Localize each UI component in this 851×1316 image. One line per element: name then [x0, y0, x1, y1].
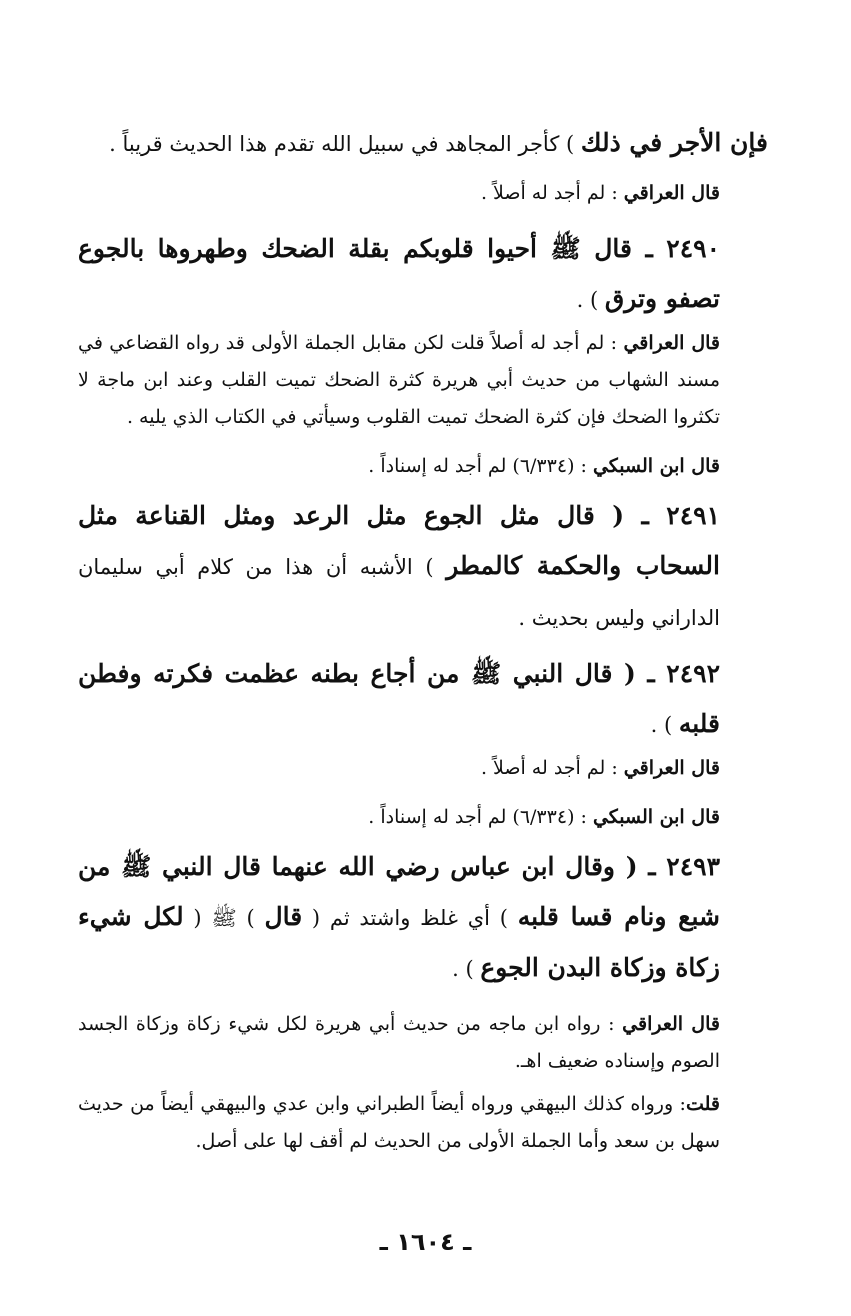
hadith-2492-head: ٢٤٩٢ ـ ( قال النبي ﷺ من أجاع بطنه عظمت فكرته وفطن قلبه — [78, 659, 720, 738]
iraqi-note-2493 — [78, 1006, 768, 1080]
hadith-2493-part3: قال — [264, 902, 303, 931]
hadith-2491-rest: ) الأشبه أن هذا من كلام أبي سليمان الداراني وليس بحديث . — [78, 555, 720, 630]
hadith-2493-part2: ) أي غلظ واشتد ثم ( — [302, 906, 518, 930]
hadith-2490-head: ٢٤٩٠ ـ قال ﷺ أحيوا قلوبكم بقلة الضحك وطهروها بالجوع تصفو وترق — [78, 234, 720, 313]
note-lead: قال ابن السبكي — [592, 806, 720, 828]
note-lead: قال العراقي — [623, 757, 720, 779]
iraqi-note-2492 — [78, 750, 768, 787]
qult-note-2493 — [78, 1086, 768, 1160]
hadith-2493-part5: لكل شيء زكاة وزكاة البدن الجوع — [78, 902, 720, 982]
note-lead: قلت — [685, 1093, 720, 1115]
note-lead: قال العراقي — [623, 182, 720, 204]
note-text: : (٦/٣٣٤) لم أجد له إسناداً . — [368, 455, 593, 477]
note-lead: قال ابن السبكي — [592, 455, 720, 477]
subki-note-2490 — [78, 448, 768, 485]
iraqi-note-2490 — [78, 325, 768, 436]
hadith-2490 — [78, 224, 768, 325]
hadith-2492 — [78, 649, 768, 750]
hadith-2493-part1: ٢٤٩٣ ـ ( وقال ابن عباس رضي الله عنهما قال النبي ﷺ من شبع ونام قسا قلبه — [78, 852, 720, 931]
note-text: : (٦/٣٣٤) لم أجد له إسناداً . — [368, 806, 593, 828]
note-text: : لم أجد له أصلاً . — [480, 757, 624, 779]
hadith-2490-tail: ) . — [576, 288, 605, 312]
hadith-2493-part6: ) . — [452, 957, 481, 981]
note-lead: قال العراقي — [622, 1013, 720, 1035]
page-body — [78, 118, 768, 1160]
note-text: : ورواه كذلك البيهقي ورواه أيضاً الطبراني وابن عدي والبيهقي أيضاً من حديث سهل بن سعد وأما الجملة الأولى من الحديث لم أقف لها على أصل. — [78, 1093, 720, 1152]
intro-line — [78, 118, 768, 169]
hadith-2493-part4: ) ﷺ ( — [183, 906, 265, 930]
hadith-2491-head: ٢٤٩١ ـ ( قال مثل الجوع مثل الرعد ومثل القناعة مثل السحاب والحكمة كالمطر — [78, 501, 720, 580]
hadith-2491 — [78, 491, 768, 643]
iraqi-note-2489 — [78, 175, 768, 212]
page-number: ـ ١٦٠٤ ـ — [379, 1228, 472, 1256]
hadith-2493 — [78, 842, 768, 994]
intro-rest: ) كأجر المجاهد في سبيل الله تقدم هذا الحديث قريباً . — [109, 132, 581, 156]
note-text: : لم أجد له أصلاً قلت لكن مقابل الجملة الأولى قد رواه القضاعي في مسند الشهاب من حديث أبي هريرة كثرة الضحك تميت القلب وعند ابن ماجة لا تكثروا الضحك فإن كثرة الضحك تميت القلوب وسيأتي في الكتاب الذي يليه . — [78, 332, 720, 428]
subki-note-2492 — [78, 799, 768, 836]
hadith-2492-tail: ) . — [650, 713, 679, 737]
note-lead: قال العراقي — [623, 332, 720, 354]
note-text: : رواه ابن ماجه من حديث أبي هريرة لكل شيء زكاة وزكاة الجسد الصوم وإسناده ضعيف اهـ. — [78, 1013, 720, 1072]
note-text: : لم أجد له أصلاً . — [480, 182, 624, 204]
intro-bold: فإن الأجر في ذلك — [580, 128, 768, 157]
